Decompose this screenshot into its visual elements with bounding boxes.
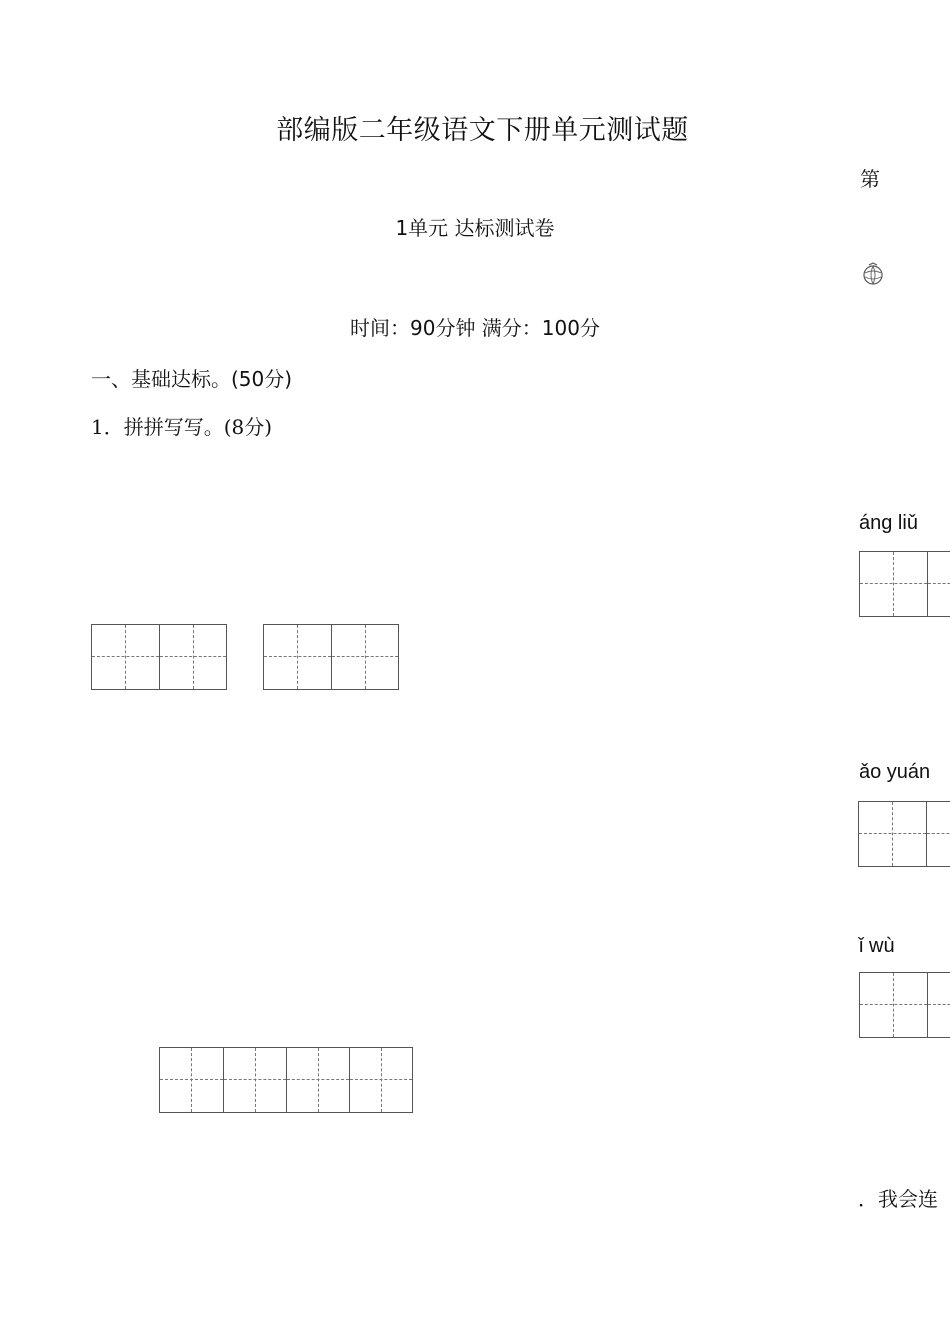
writing-grid[interactable] [91, 624, 227, 690]
globe-sketch-icon [860, 261, 886, 287]
question-1: 1．拼拼写写。(8分) [91, 415, 273, 439]
writing-grid[interactable] [858, 801, 950, 867]
writing-grid[interactable] [263, 624, 399, 690]
pinyin-row: áng liǔ [859, 512, 918, 534]
writing-grid[interactable] [859, 972, 950, 1038]
pinyin-row: ǎo yuán [859, 761, 931, 783]
writing-grid[interactable] [859, 551, 950, 617]
question-connect: ．我会连 [858, 1187, 938, 1211]
writing-grid[interactable] [159, 1047, 413, 1113]
section-heading: 一、基础达标。(50分) [91, 367, 293, 391]
page-title: 部编版二年级语文下册单元测试题 [276, 115, 689, 146]
side-label: 第 [860, 167, 880, 191]
time-score-info: 时间：90分钟 满分：100分 [350, 316, 600, 340]
pinyin-row: ǐ wù [859, 935, 895, 957]
page-subtitle: 1单元 达标测试卷 [395, 216, 555, 240]
